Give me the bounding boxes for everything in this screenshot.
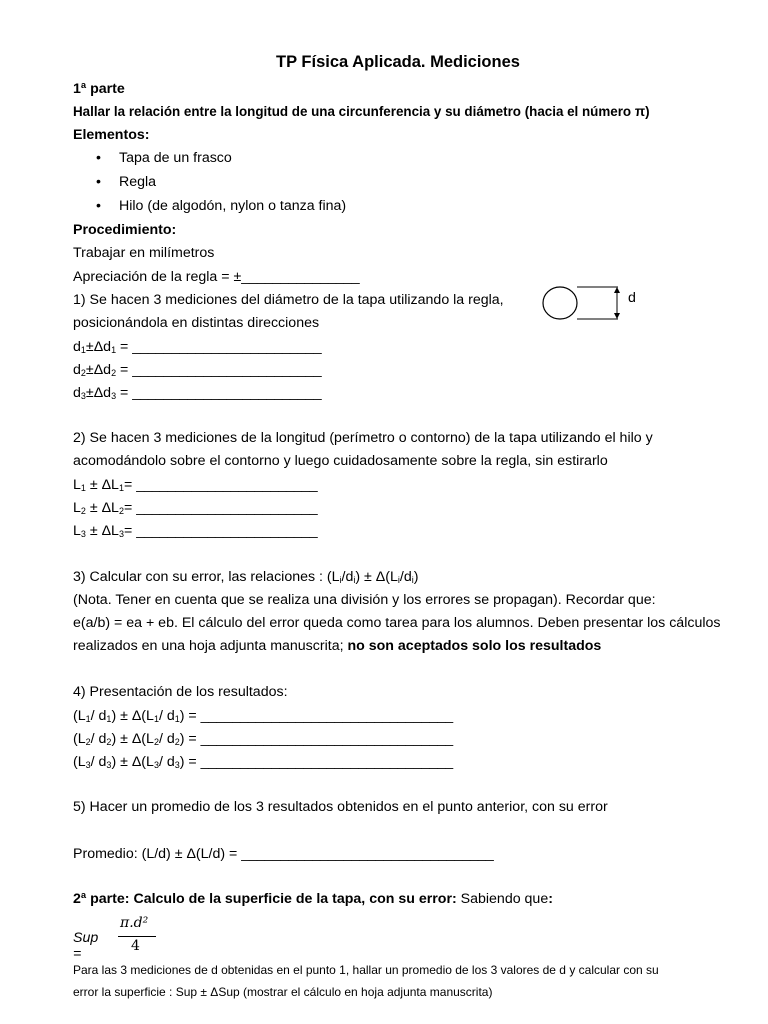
units-line: Trabajar en milímetros bbox=[73, 245, 215, 261]
step1-text-cont: posicionándola en distintas direcciones bbox=[73, 315, 320, 331]
step2-text: 2) Se hacen 3 mediciones de la longitud (perímetro o contorno) de la tapa utilizando el hilo y bbox=[73, 430, 653, 446]
l3-line: $L_3 \pm \Delta L_3=$ _______________________ bbox=[73, 523, 318, 539]
step4-heading: 4) Presentación de los resultados: bbox=[73, 684, 288, 700]
step5-text: 5) Hacer un promedio de los 3 resultados obtenidos en el punto anterior, con su error bbox=[73, 799, 608, 815]
d3-line: $d_3\pm\Delta d_3$ = ________________________ bbox=[73, 385, 322, 401]
bullet-icon: • bbox=[96, 150, 101, 166]
formula-numerator: π.d² bbox=[120, 915, 149, 931]
circle-diameter-icon bbox=[540, 283, 630, 323]
ratio1-line: ($L_1/$ $d_1) \pm \Delta(L_1/$ $d_1$) = ________________________________ bbox=[73, 708, 454, 724]
d1-line: $d_1\pm\Delta d_1$ = ________________________ bbox=[73, 339, 322, 355]
step3-text: 3) Calcular con su error, las relaciones : $(L_i/d_i) \pm \Delta(L_i/d_i)$ bbox=[73, 569, 419, 585]
diameter-label: d bbox=[628, 290, 636, 306]
elements-label: Elementos: bbox=[73, 127, 150, 143]
part2-heading: 2ª parte: Calculo de la superficie de la tapa, con su error: Sabiendo que: bbox=[73, 891, 553, 907]
document-page: TP Física Aplicada. Mediciones 1ª parte Hallar la relación entre la longitud de una circunferencia y su diámetro (hacia el número π) Elementos: • Tapa de un frasco • Regla • Hilo (de algodón, nylon o tanza fina) Procedimiento: Trabajar en milímetros Apreciación de la regla = ±_______________ 1) Se hacen 3 mediciones del diámetro de la tapa utilizando la regla, posicionándola en distintas direcciones d $d_1\pm\Delta d_1$ = ________________________ $d_2\pm\Delta d_2$ = ________________________ $d_3\pm\Delta d_3$ = ________________________ 2) Se hacen 3 mediciones de la longitud (perímetro o contorno) de la tapa utilizando el hilo y acomodándolo sobre el contorno y luego cuidadosamente sobre la regla, sin estirarlo $L_1 \pm \Delta L_1=$ _______________________ $L_2 \pm \Delta L_2=$ _______________________ $L_3 \pm \Delta L_3=$ _______________________ 3) Calcular con su error, las relaciones : $(L_i/d_i) \pm \Delta(L_i/d_i)$ (Nota. Tener en cuenta que se realiza una división y los errores se propagan). Recordar que: e(a/b) = ea + eb. El cálculo del error queda como tarea para los alumnos. Deben presentar los cálculos realizados en una hoja adjunta manuscrita; no son aceptados solo los resultados 4) Presentación de los resultados: ($L_1/$ $d_1) \pm \Delta(L_1/$ $d_1$) = ________________________________ ($L_2/$ $d_2) \pm \Delta(L_2/$ $d_2$) = ________________________________ ($L_3/$ $d_3) \pm \Delta(L_3/$ $d_3$) = ________________________________ 5) Hacer un promedio de los 3 resultados obtenidos en el punto anterior, con su error Promedio: (L/d) ± Δ(L/d) = ________________________________ 2ª parte: Calculo de la superficie de la tapa, con su error: Sabiendo que: Sup = π.d² 4 Para las 3 mediciones de d obtenidas en el punto 1, hallar un promedio de los 3 valores de d y calcular con su error la superficie : Sup ± ΔSup (mostrar el cálculo en hoja adjunta manuscrita) bbox=[0, 0, 768, 1024]
part1-heading: 1ª parte bbox=[73, 81, 125, 97]
part2-note-cont: error la superficie : Sup ± ΔSup (mostrar el cálculo en hoja adjunta manuscrita) bbox=[73, 985, 493, 999]
step3-note-end: realizados en una hoja adjunta manuscrita; no son aceptados solo los resultados bbox=[73, 638, 602, 654]
step1-text: 1) Se hacen 3 mediciones del diámetro de la tapa utilizando la regla, bbox=[73, 292, 504, 308]
step2-text-cont: acomodándolo sobre el contorno y luego cuidadosamente sobre la regla, sin estirarlo bbox=[73, 453, 608, 469]
diameter-diagram bbox=[540, 283, 636, 327]
l1-line: $L_1 \pm \Delta L_1=$ _______________________ bbox=[73, 477, 318, 493]
ratio3-line: ($L_3/$ $d_3) \pm \Delta(L_3/$ $d_3$) = ________________________________ bbox=[73, 754, 454, 770]
part2-note: Para las 3 mediciones de d obtenidas en el punto 1, hallar un promedio de los 3 valores de d y calcular con su bbox=[73, 963, 659, 977]
appreciation-line: Apreciación de la regla = ±_______________ bbox=[73, 269, 360, 285]
formula-lhs: Sup = bbox=[73, 930, 99, 962]
fraction-bar bbox=[118, 936, 156, 937]
formula-denominator: 4 bbox=[131, 938, 140, 954]
bullet-icon: • bbox=[96, 198, 101, 214]
average-line: Promedio: (L/d) ± Δ(L/d) = ________________________________ bbox=[73, 846, 494, 862]
procedure-label: Procedimiento: bbox=[73, 222, 177, 238]
bullet-icon: • bbox=[96, 174, 101, 190]
d2-line: $d_2\pm\Delta d_2$ = ________________________ bbox=[73, 362, 322, 378]
step3-note: (Nota. Tener en cuenta que se realiza una división y los errores se propagan). Recordar que: bbox=[73, 592, 656, 608]
document-title: TP Física Aplicada. Mediciones bbox=[276, 53, 520, 71]
step3-note-cont: e(a/b) = ea + eb. El cálculo del error queda como tarea para los alumnos. Deben presentar los cálculos bbox=[73, 615, 721, 631]
part1-subheading: Hallar la relación entre la longitud de una circunferencia y su diámetro (hacia el número π) bbox=[73, 104, 650, 119]
ratio2-line: ($L_2/$ $d_2) \pm \Delta(L_2/$ $d_2$) = ________________________________ bbox=[73, 731, 454, 747]
l2-line: $L_2 \pm \Delta L_2=$ _______________________ bbox=[73, 500, 318, 516]
